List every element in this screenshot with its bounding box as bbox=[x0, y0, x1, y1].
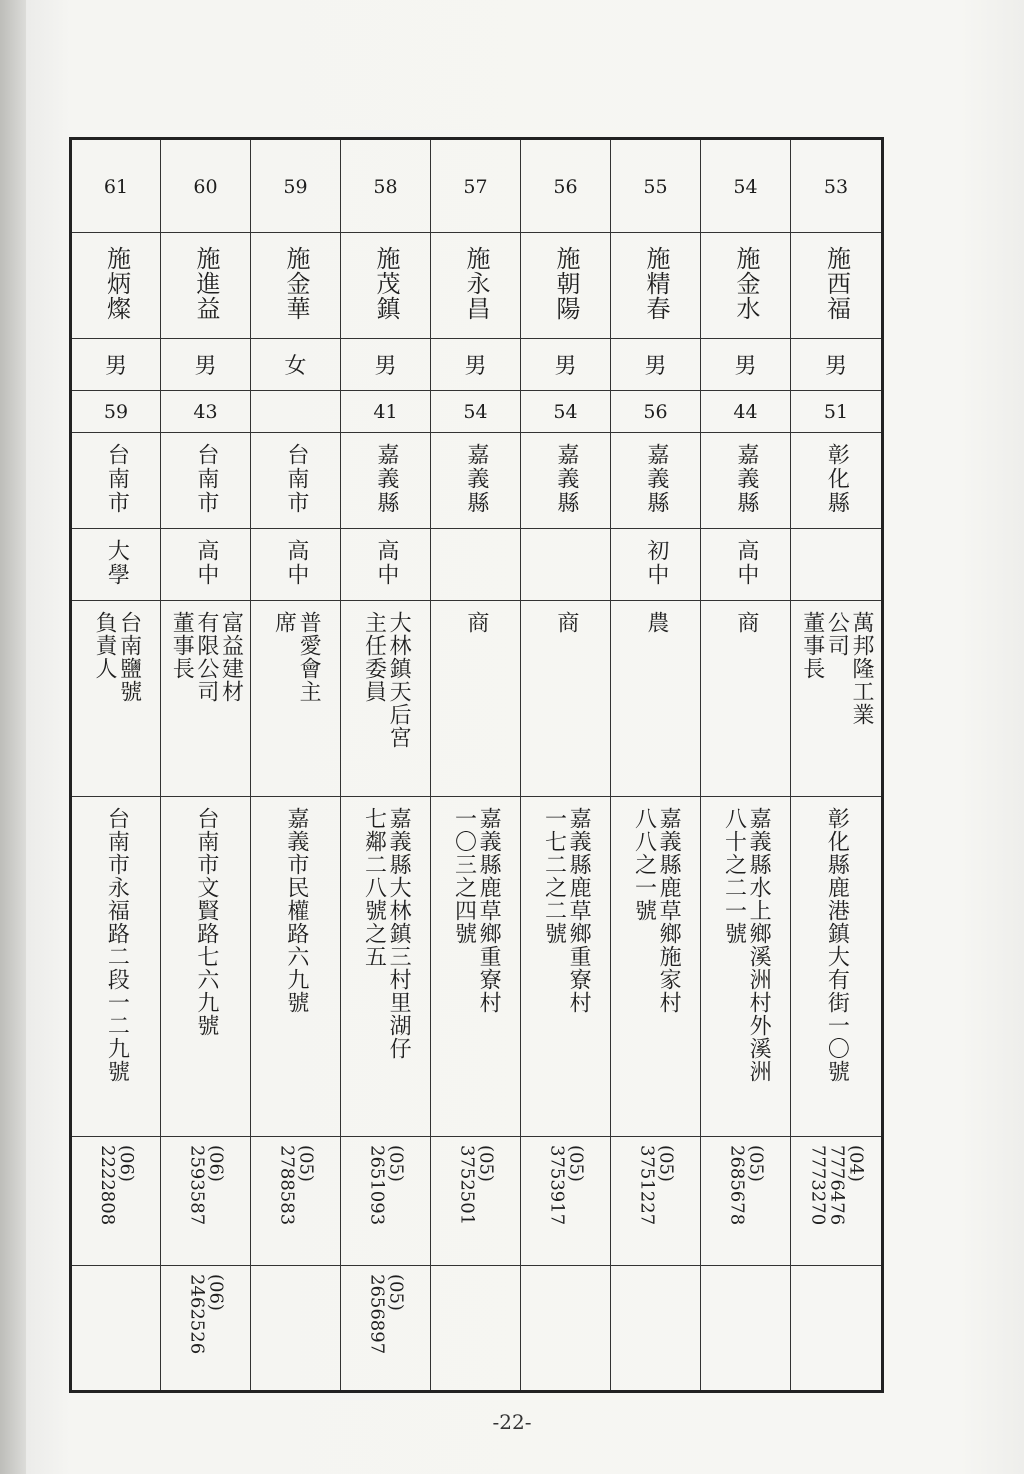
member-address-cell bbox=[341, 797, 431, 1137]
member-sex-cell bbox=[611, 339, 701, 391]
member-county: 台南市 bbox=[104, 442, 130, 515]
member-name: 施金華 bbox=[281, 246, 310, 321]
member-sex: 女 bbox=[284, 354, 307, 379]
member-phone-2-cell bbox=[701, 1266, 791, 1392]
member-age: 51 bbox=[823, 401, 849, 423]
member-education: 初中 bbox=[643, 538, 669, 587]
page-number: -22- bbox=[492, 1410, 532, 1434]
row-age bbox=[71, 391, 883, 433]
member-name-cell bbox=[521, 233, 611, 339]
member-number: 59 bbox=[283, 175, 308, 198]
member-county: 彰化縣 bbox=[824, 442, 850, 515]
member-education: 高中 bbox=[283, 538, 309, 587]
member-phone-2-cell bbox=[431, 1266, 521, 1392]
member-phone-2-cell bbox=[611, 1266, 701, 1392]
member-occupation: 商 bbox=[553, 611, 579, 634]
member-county: 嘉義縣 bbox=[553, 442, 579, 515]
member-sex: 男 bbox=[194, 354, 217, 379]
member-name-cell bbox=[431, 233, 521, 339]
member-occupation: 普愛會主 席 bbox=[271, 611, 322, 703]
member-age-cell bbox=[431, 391, 521, 433]
member-age-cell bbox=[791, 391, 883, 433]
member-sex: 男 bbox=[824, 354, 847, 379]
member-county: 嘉義縣 bbox=[463, 442, 489, 515]
member-occupation-cell bbox=[521, 601, 611, 797]
member-number-cell bbox=[791, 139, 883, 233]
member-phone-2: (06) 2462526 bbox=[186, 1274, 227, 1355]
member-sex: 男 bbox=[554, 354, 577, 379]
member-occupation-cell bbox=[791, 601, 883, 797]
member-phone-cell bbox=[251, 1137, 341, 1266]
member-name: 施朝陽 bbox=[551, 246, 580, 321]
member-sex: 男 bbox=[374, 354, 397, 379]
member-address-cell bbox=[431, 797, 521, 1137]
member-name-cell bbox=[251, 233, 341, 339]
member-education-cell bbox=[341, 529, 431, 601]
member-number-cell bbox=[701, 139, 791, 233]
member-education-cell bbox=[701, 529, 791, 601]
member-county-cell bbox=[611, 433, 701, 529]
member-age: 44 bbox=[733, 401, 758, 423]
member-sex: 男 bbox=[734, 354, 757, 379]
member-age: 54 bbox=[463, 401, 488, 423]
member-phone: (04) 7776476 7773270 bbox=[807, 1145, 867, 1226]
member-age: 54 bbox=[553, 401, 578, 423]
member-sex-cell bbox=[521, 339, 611, 391]
member-county: 嘉義縣 bbox=[373, 442, 399, 515]
member-sex-cell bbox=[161, 339, 251, 391]
member-name: 施茂鎮 bbox=[371, 246, 400, 321]
member-occupation: 台南鹽號 負責人 bbox=[92, 611, 142, 703]
member-number: 56 bbox=[553, 175, 578, 198]
member-roster-table bbox=[69, 137, 884, 1393]
member-county-cell bbox=[161, 433, 251, 529]
member-education-cell bbox=[791, 529, 883, 601]
member-phone-2-cell bbox=[341, 1266, 431, 1392]
member-county: 台南市 bbox=[193, 442, 219, 515]
member-phone-2-cell bbox=[71, 1266, 161, 1392]
member-number: 55 bbox=[643, 175, 668, 198]
member-phone: (06) 2222808 bbox=[97, 1145, 137, 1226]
member-address: 彰化縣鹿港鎮大有街一〇號 bbox=[824, 807, 850, 1083]
member-address-cell bbox=[611, 797, 701, 1137]
member-sex-cell bbox=[791, 339, 883, 391]
member-county-cell bbox=[701, 433, 791, 529]
member-phone-cell bbox=[431, 1137, 521, 1266]
member-name-cell bbox=[701, 233, 791, 339]
member-phone: (05) 3753917 bbox=[546, 1145, 587, 1226]
member-education: 高中 bbox=[193, 538, 219, 587]
member-education: 高中 bbox=[373, 538, 399, 587]
member-name: 施西福 bbox=[822, 246, 851, 321]
member-phone: (05) 2685678 bbox=[726, 1145, 767, 1226]
member-address-cell bbox=[791, 797, 883, 1137]
member-phone-cell bbox=[71, 1137, 161, 1266]
member-county-cell bbox=[341, 433, 431, 529]
member-sex-cell bbox=[701, 339, 791, 391]
row-number bbox=[71, 139, 883, 233]
member-phone-cell bbox=[521, 1137, 611, 1266]
row-sex bbox=[71, 339, 883, 391]
member-sex-cell bbox=[341, 339, 431, 391]
member-phone-cell bbox=[701, 1137, 791, 1266]
member-occupation-cell bbox=[431, 601, 521, 797]
member-phone-2-cell bbox=[521, 1266, 611, 1392]
member-sex: 男 bbox=[644, 354, 667, 379]
member-phone: (05) 3751227 bbox=[636, 1145, 677, 1226]
member-occupation-cell bbox=[341, 601, 431, 797]
member-county: 台南市 bbox=[283, 442, 309, 515]
member-number-cell bbox=[161, 139, 251, 233]
member-education-cell bbox=[161, 529, 251, 601]
member-occupation: 農 bbox=[643, 611, 669, 634]
member-phone-cell bbox=[611, 1137, 701, 1266]
member-number-cell bbox=[611, 139, 701, 233]
member-age: 43 bbox=[193, 401, 218, 423]
member-address-cell bbox=[161, 797, 251, 1137]
member-education-cell bbox=[611, 529, 701, 601]
member-education-cell bbox=[431, 529, 521, 601]
row-county bbox=[71, 433, 883, 529]
member-education-cell bbox=[521, 529, 611, 601]
member-name: 施永昌 bbox=[461, 246, 490, 321]
member-phone: (05) 2788583 bbox=[276, 1145, 317, 1226]
member-age-cell bbox=[251, 391, 341, 433]
member-age-cell bbox=[521, 391, 611, 433]
member-number-cell bbox=[71, 139, 161, 233]
member-phone: (05) 3752501 bbox=[456, 1145, 497, 1226]
member-address: 嘉義市民權路六九號 bbox=[283, 807, 309, 1014]
member-number-cell bbox=[431, 139, 521, 233]
member-name: 施精春 bbox=[641, 246, 670, 321]
member-phone: (05) 2651093 bbox=[366, 1145, 407, 1226]
member-number: 58 bbox=[373, 175, 398, 198]
member-age: 59 bbox=[103, 401, 129, 423]
member-county-cell bbox=[791, 433, 883, 529]
member-occupation: 商 bbox=[733, 611, 759, 634]
member-age: 56 bbox=[643, 401, 668, 423]
member-occupation: 富益建材 有限公司 董事長 bbox=[169, 611, 244, 703]
member-name-cell bbox=[611, 233, 701, 339]
member-number-cell bbox=[341, 139, 431, 233]
member-occupation: 萬邦隆工業 公司 董事長 bbox=[799, 611, 874, 726]
member-education: 大學 bbox=[104, 538, 130, 587]
member-occupation-cell bbox=[71, 601, 161, 797]
member-phone-2: (05) 2656897 bbox=[366, 1274, 407, 1355]
member-name: 施金水 bbox=[731, 246, 760, 321]
member-occupation-cell bbox=[161, 601, 251, 797]
member-number: 54 bbox=[733, 175, 758, 198]
member-sex-cell bbox=[251, 339, 341, 391]
member-address-cell bbox=[701, 797, 791, 1137]
member-occupation: 大林鎮天后宮 主任委員 bbox=[361, 611, 412, 749]
member-age-cell bbox=[611, 391, 701, 433]
member-phone-2-cell bbox=[161, 1266, 251, 1392]
member-age-cell bbox=[341, 391, 431, 433]
member-number: 53 bbox=[823, 175, 849, 198]
member-address: 嘉義縣水上鄉溪洲村外溪洲 八十之二一號 bbox=[721, 807, 772, 1083]
member-occupation-cell bbox=[701, 601, 791, 797]
member-address: 嘉義縣鹿草鄉重寮村 一七二之二號 bbox=[541, 807, 592, 1014]
member-number-cell bbox=[521, 139, 611, 233]
member-address: 台南市永福路二段一二九號 bbox=[104, 807, 130, 1083]
member-phone-cell bbox=[161, 1137, 251, 1266]
member-sex: 男 bbox=[464, 354, 487, 379]
member-name-cell bbox=[71, 233, 161, 339]
member-name: 施炳燦 bbox=[102, 246, 131, 321]
member-address: 台南市文賢路七六九號 bbox=[193, 807, 219, 1037]
row-occupation bbox=[71, 601, 883, 797]
member-phone: (06) 2593587 bbox=[186, 1145, 227, 1226]
member-county: 嘉義縣 bbox=[643, 442, 669, 515]
member-education: 高中 bbox=[733, 538, 759, 587]
row-name bbox=[71, 233, 883, 339]
member-address-cell bbox=[251, 797, 341, 1137]
member-number-cell bbox=[251, 139, 341, 233]
member-address: 嘉義縣鹿草鄉施家村 八八之一號 bbox=[631, 807, 682, 1014]
member-name-cell bbox=[341, 233, 431, 339]
member-address: 嘉義縣大林鎮三村里湖仔 七鄰二八號之五 bbox=[361, 807, 412, 1060]
member-phone-2-cell bbox=[251, 1266, 341, 1392]
member-age-cell bbox=[71, 391, 161, 433]
member-education-cell bbox=[251, 529, 341, 601]
binding-shadow bbox=[0, 0, 26, 1474]
member-occupation: 商 bbox=[463, 611, 489, 634]
member-sex-cell bbox=[431, 339, 521, 391]
member-name-cell bbox=[161, 233, 251, 339]
member-address-cell bbox=[521, 797, 611, 1137]
row-phone bbox=[71, 1137, 883, 1266]
row-address bbox=[71, 797, 883, 1137]
member-number: 57 bbox=[463, 175, 488, 198]
member-phone-cell bbox=[341, 1137, 431, 1266]
member-phone-cell bbox=[791, 1137, 883, 1266]
member-age-cell bbox=[161, 391, 251, 433]
member-phone-2-cell bbox=[791, 1266, 883, 1392]
member-occupation-cell bbox=[251, 601, 341, 797]
row-education bbox=[71, 529, 883, 601]
member-number: 60 bbox=[193, 175, 218, 198]
member-name: 施進益 bbox=[191, 246, 220, 321]
member-county-cell bbox=[431, 433, 521, 529]
member-age: 41 bbox=[373, 401, 398, 423]
member-county: 嘉義縣 bbox=[733, 442, 759, 515]
member-county-cell bbox=[521, 433, 611, 529]
member-age-cell bbox=[701, 391, 791, 433]
member-county-cell bbox=[251, 433, 341, 529]
member-sex: 男 bbox=[104, 354, 127, 379]
member-address: 嘉義縣鹿草鄉重寮村 一〇三之四號 bbox=[451, 807, 502, 1014]
member-name-cell bbox=[791, 233, 883, 339]
member-address-cell bbox=[71, 797, 161, 1137]
member-education-cell bbox=[71, 529, 161, 601]
member-number: 61 bbox=[103, 175, 129, 198]
member-sex-cell bbox=[71, 339, 161, 391]
member-county-cell bbox=[71, 433, 161, 529]
row-phone-2 bbox=[71, 1266, 883, 1392]
member-occupation-cell bbox=[611, 601, 701, 797]
